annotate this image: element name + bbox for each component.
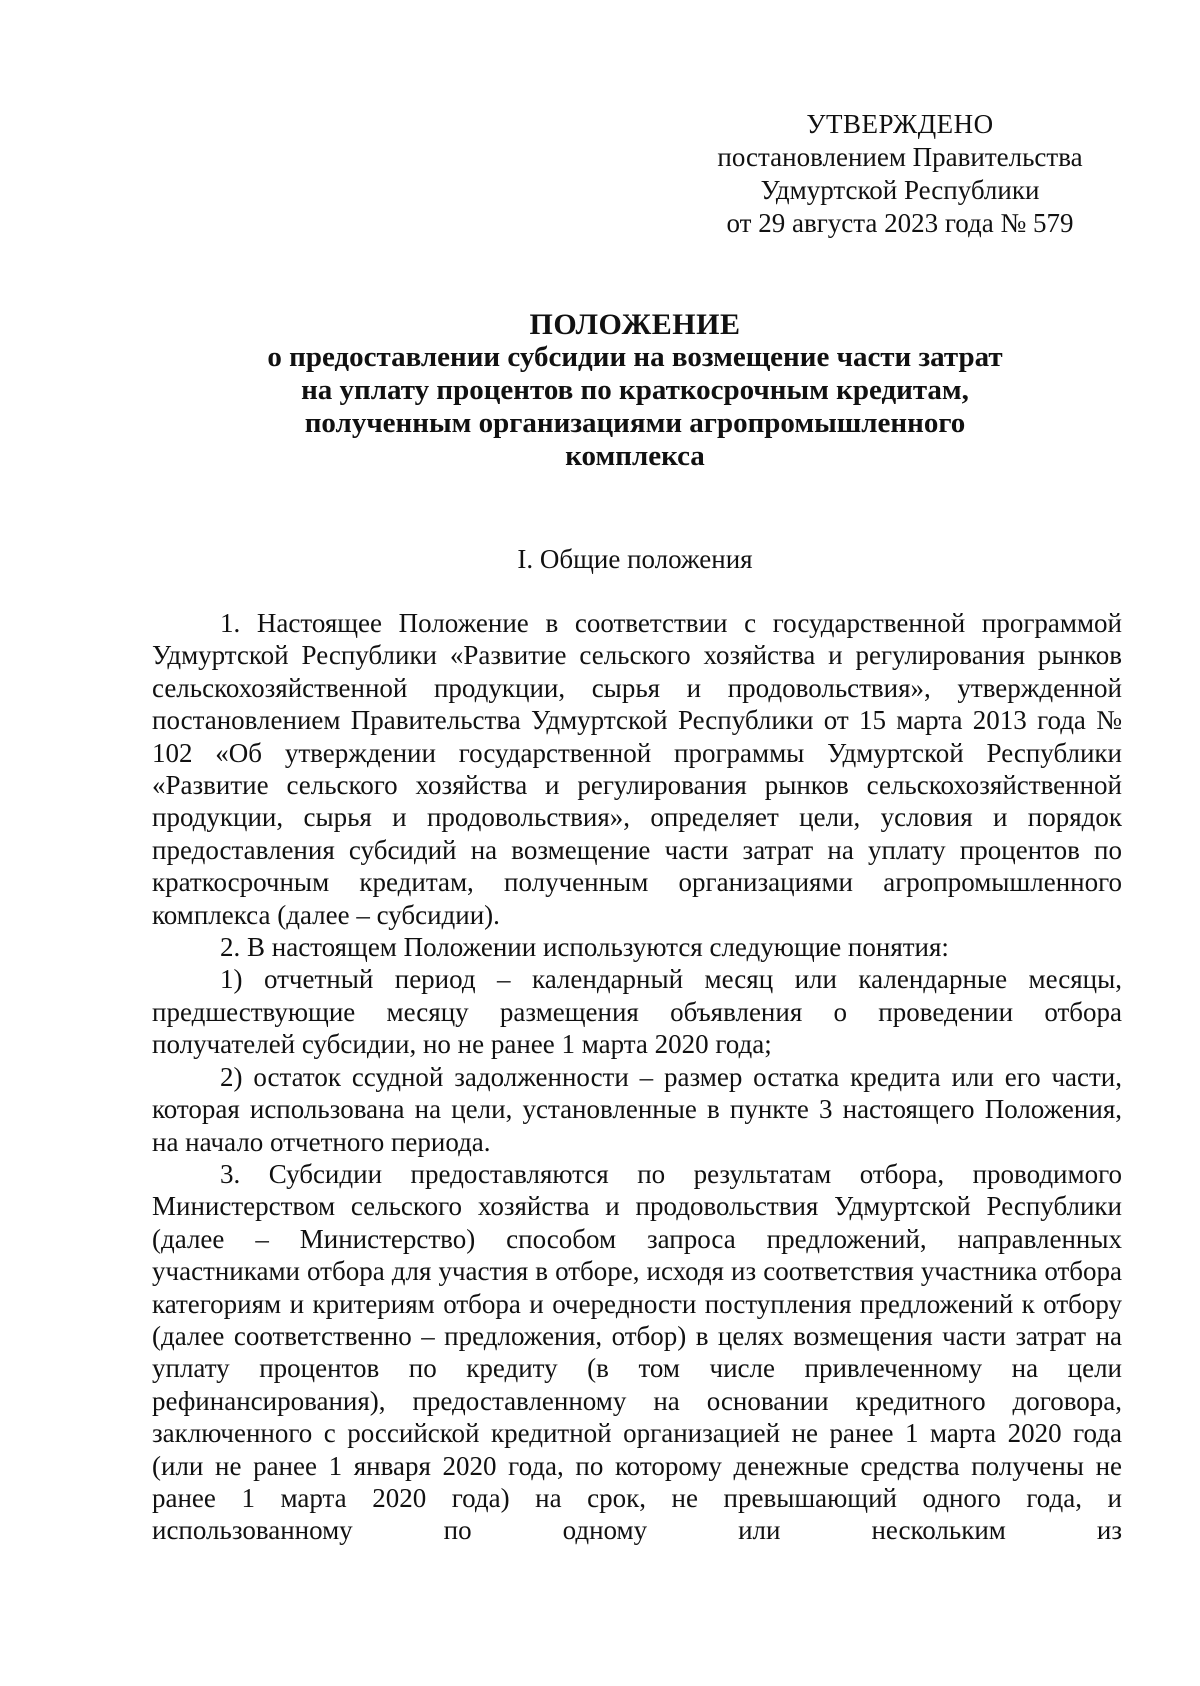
title-line-2: на уплату процентов по краткосрочным кредитам, xyxy=(301,374,969,406)
approval-line-date: от 29 августа 2023 года № 579 xyxy=(726,208,1074,238)
paragraph-2: 2. В настоящем Положении используются следующие понятия: xyxy=(220,932,949,963)
title-main: ПОЛОЖЕНИЕ xyxy=(529,308,741,341)
title-line-1: о предоставлении субсидии на возмещение части затрат xyxy=(267,341,1003,373)
paragraph-5: 3. Субсидии предоставляются по результатам отбора, проводимого Министерством сельского хозяйства и продовольствия Удмуртской Республики (далее – Министерство) способом запроса предложений, направленных участниками отбора для участия в отборе, исходя из соответствия участника отбора категориям и критериям отбора и очередности поступления предложений к отбору (далее соответственно – предложения, отбор) в целях возмещения части затрат на уплату процентов по кредиту (в том числе привлеченному на цели рефинансирования), предоставленному на основании кредитного договора, заключенного с российской кредитной организацией не ранее 1 марта 2020 года (или не ранее 1 января 2020 года, по которому денежные средства получены не ранее 1 марта 2020 года) на срок, не превышающий одного года, и использованному по одному или нескольким из xyxy=(152,1158,1122,1546)
document-body xyxy=(152,607,1122,1547)
document-title xyxy=(150,308,1120,473)
section-heading: I. Общие положения xyxy=(517,544,753,574)
approval-heading: УТВЕРЖДЕНО xyxy=(806,109,994,139)
approval-block xyxy=(690,108,1110,240)
approval-line-republic: Удмуртской Республики xyxy=(760,175,1040,205)
approval-line-decree: постановлением Правительства xyxy=(717,142,1083,172)
paragraph-3: 1) отчетный период – календарный месяц или календарные месяцы, предшествующие месяцу размещения объявления о проведении отбора получателей субсидии, но не ранее 1 марта 2020 года; xyxy=(152,964,1122,1060)
paragraph-1: 1. Настоящее Положение в соответствии с государственной программой Удмуртской Республики «Развитие сельского хозяйства и регулирования рынков сельскохозяйственной продукции, сырья и продовольствия», утвержденной постановлением Правительства Удмуртской Республики от 15 марта 2013 года № 102 «Об утверждении государственной программы Удмуртской Республики «Развитие сельского хозяйства и регулирования рынков сельскохозяйственной продукции, сырья и продовольствия», определяет цели, условия и порядок предоставления субсидий на возмещение части затрат на уплату процентов по краткосрочным кредитам, полученным организациями агропромышленного комплекса (далее – субсидии). xyxy=(152,608,1122,930)
paragraph-4: 2) остаток ссудной задолженности – размер остатка кредита или его части, которая использована на цели, установленные в пункте 3 настоящего Положения, на начало отчетного периода. xyxy=(152,1061,1122,1157)
title-line-3: полученным организациями агропромышленного xyxy=(304,407,966,439)
title-line-4: комплекса xyxy=(565,440,705,472)
